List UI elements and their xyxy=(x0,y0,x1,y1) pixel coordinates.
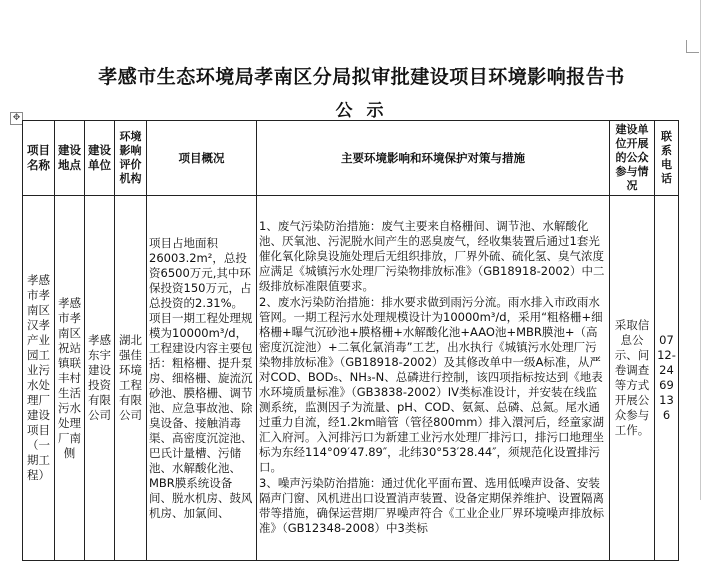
cell-overview: 项目占地面积26003.2m²，总投资6500万元,其中环保投资150万元，占总投资的2.31%。项目一期工程处理规模为10000m³/d，工程建设内容主要包括：粗格栅、提升泵房、细格栅、旋流沉砂池、膜格栅、调节池、应急事故池、除臭设备、接触消毒渠、高密度沉淀池、巴氏计量槽、污储池、水解酸化池、MBR膜系统设备间、脱水机房、鼓风机房、加氯间、 xyxy=(147,196,257,561)
cell-participation: 采取信息公示、问卷调查等方式开展公众参与工作。 xyxy=(610,196,655,561)
cell-builder: 孝感东宇建设投资有限公司 xyxy=(85,196,115,561)
cell-project-name: 孝感市孝南区汉孝产业园工业污水处理厂建设项目（一期工程） xyxy=(23,196,55,561)
table-row xyxy=(23,196,679,561)
project-table xyxy=(22,120,679,561)
header-measures: 主要环境影响和环境保护对策与措施 xyxy=(257,121,610,196)
page-corner-mark xyxy=(686,40,699,53)
header-eia-agency: 环境影响评价机构 xyxy=(115,121,147,196)
cell-measures xyxy=(257,196,610,561)
cell-phone: 0712-2469136 xyxy=(655,196,679,561)
header-location: 建设地点 xyxy=(55,121,85,196)
cell-location: 孝感市孝南区祝站镇联丰村生活污水处理厂南侧 xyxy=(55,196,85,561)
measure-air: 1、废气污染防治措施：废气主要来自格栅间、调节池、水解酸化池、厌氧池、污泥脱水间产生的恶臭废气，经收集装置后通过1套光催化氧化除臭设施处理后无组织排放，厂界外硫、硫化氢、臭气浓度应满足《城镇污水处理厂污染物排放标准》（GB18918-2002）中二级排放标准限值要求。 xyxy=(259,219,605,293)
header-builder: 建设单位 xyxy=(85,121,115,196)
cell-eia-agency: 湖北强佳环境工程有限公司 xyxy=(115,196,147,561)
header-participation: 建设单位开展的公众参与情况 xyxy=(610,121,655,196)
document-title: 孝感市生态环境局孝南区分局拟审批建设项目环境影响报告书 xyxy=(98,66,625,88)
header-overview: 项目概况 xyxy=(147,121,257,196)
header-project-name: 项目名称 xyxy=(23,121,55,196)
header-row xyxy=(23,121,679,196)
table-move-handle-icon[interactable]: ✥ xyxy=(10,112,23,125)
measure-water: 2、废水污染防治措施：排水要求做到雨污分流。雨水排入市政雨水管网。一期工程污水处理规模设计为10000m³/d，采用“粗格栅+细格栅+曝气沉砂池+膜格栅+水解酸化池+AAO池+MBR膜池+（高密度沉淀池）+二氧化氯消毒”工艺，出水执行《城镇污水处理厂污染物排放标准》（GB18918-2002）及其修改单中一级A标准，从严对COD、BOD₅、NH₃-N、总磷进行控制，该四项指标按达到《地表水环境质量标准》（GB3838-2002）IV类标准设计，并安装在线监测系统，监测因子为流量、pH、COD、氨氮、总磷、总氮。尾水通过重力自流，经1.2km暗管（管径800mm）排入澴河后，经童家湖汇入府河。入河排污口为新建工业污水处理厂排污口，排污口地理坐标为东经114°09′47.89″，北纬30°53′28.44″，须规范化设置排污口。 xyxy=(259,295,605,474)
header-phone: 联系电话 xyxy=(655,121,679,196)
measure-noise: 3、噪声污染防治措施：通过优化平面布置、选用低噪声设备、安装隔声门窗、风机进出口设置消声装置、设备定期保养维护、设置隔离带等措施，确保运营期厂界噪声符合《工业企业厂界环境噪声排放标准》（GB12348-2008）中3类标 xyxy=(259,476,604,535)
document-subtitle: 公 示 xyxy=(335,101,388,121)
